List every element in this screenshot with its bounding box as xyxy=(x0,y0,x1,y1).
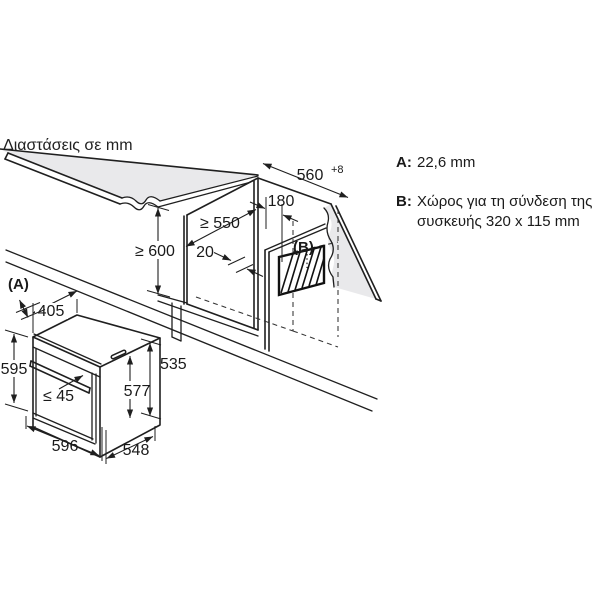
legend-b-key: B: xyxy=(396,193,412,210)
label-b: (B) xyxy=(293,239,314,256)
dim-niche-height-label: ≥ 600 xyxy=(135,243,175,260)
legend-a-value: 22,6 mm xyxy=(417,154,476,171)
legend-a-key: A: xyxy=(396,154,412,171)
dim-connection-offset-label: 180 xyxy=(267,193,295,210)
dim-width-label: 596 xyxy=(51,438,79,455)
dim-niche-depth-label: ≥ 550 xyxy=(200,215,240,232)
legend-b-line1: Χώρος για τη σύνδεση της xyxy=(417,193,593,210)
dim-niche-width-label: 560 xyxy=(296,167,324,184)
dim-door-height-label: 577 xyxy=(123,383,151,400)
dim-top-depth-label: 405 xyxy=(37,303,65,320)
label-a: (A) xyxy=(8,276,29,293)
dim-body-depth-label: 548 xyxy=(122,442,150,459)
dim-front-height-label: 595 xyxy=(0,361,28,378)
dim-niche-width-tolerance: +8 xyxy=(331,164,344,176)
legend-b-line2: συσκευής 320 x 115 mm xyxy=(417,213,580,230)
dim-rear-clearance-label: 20 xyxy=(196,244,214,261)
drawing-title: Διαστάσεις σε mm xyxy=(3,137,133,154)
dim-body-height-label: 535 xyxy=(160,356,187,373)
dim-handle-clearance-label: ≤ 45 xyxy=(43,388,75,405)
